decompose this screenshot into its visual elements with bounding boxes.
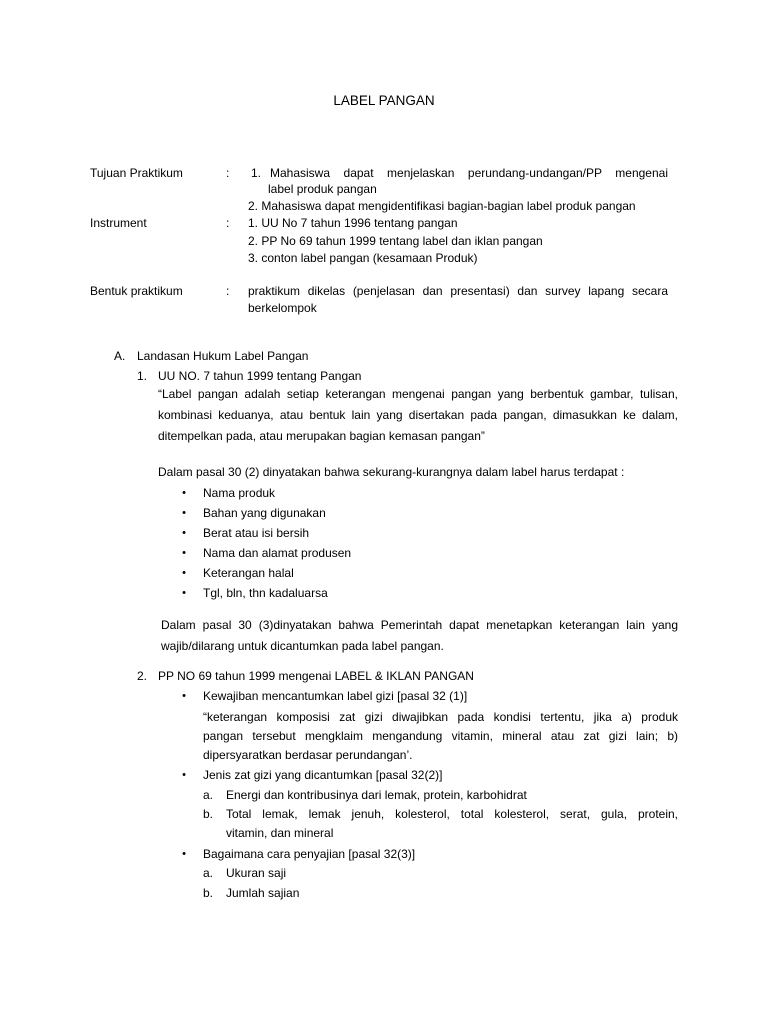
pasal-30-3-line2: wajib/dilarang untuk dicantumkan pada label pangan. bbox=[161, 639, 444, 653]
list-item: Nama produk bbox=[203, 486, 276, 500]
jenis-b-line2: vitamin, dan mineral bbox=[226, 826, 334, 840]
tujuan-1-line1: Mahasiswa dapat menjelaskan perundang-undangan/PP mengenai bbox=[270, 166, 668, 180]
cara-penyajian: Bagaimana cara penyajian [pasal 32(3)] bbox=[203, 847, 416, 861]
pasal-30-2-text: Dalam pasal 30 (2) dinyatakan bahwa sekurang-kurangnya dalam label harus terdapat : bbox=[158, 465, 625, 479]
section-a-marker: A. bbox=[114, 349, 126, 363]
item-1-heading: UU NO. 7 tahun 1999 tentang Pangan bbox=[158, 369, 362, 383]
bullet-marker: • bbox=[182, 690, 186, 702]
list-item: Tgl, bln, thn kadaluarsa bbox=[203, 586, 328, 600]
jenis-b-line1: Total lemak, lemak jenuh, kolesterol, total kolesterol, serat, gula, protein, bbox=[226, 807, 678, 821]
jenis-a-text: Energi dan kontribusinya dari lemak, protein, karbohidrat bbox=[226, 788, 527, 802]
saji-b-text: Jumlah sajian bbox=[226, 886, 300, 900]
instrument-colon: : bbox=[226, 216, 230, 230]
item-2-heading: PP NO 69 tahun 1999 mengenai LABEL & IKLAN PANGAN bbox=[158, 669, 474, 683]
bentuk-label: Bentuk praktikum bbox=[90, 284, 183, 298]
bullet-marker: • bbox=[182, 587, 186, 599]
tujuan-colon: : bbox=[226, 166, 230, 180]
bullet-marker: • bbox=[182, 487, 186, 499]
list-item: Berat atau isi bersih bbox=[203, 526, 310, 540]
saji-a-text: Ukuran saji bbox=[226, 866, 287, 880]
pasal-30-3-line1: Dalam pasal 30 (3)dinyatakan bahwa Pemerintah dapat menetapkan keterangan lain yang bbox=[161, 618, 678, 632]
list-item: Bahan yang digunakan bbox=[203, 506, 326, 520]
bentuk-line2: berkelompok bbox=[248, 301, 317, 315]
kewajiban-quote-line3: dipersyaratkan berdasar perundangan’. bbox=[203, 748, 413, 762]
saji-b-marker: b. bbox=[203, 886, 214, 900]
tujuan-label: Tujuan Praktikum bbox=[90, 166, 183, 180]
section-a-heading: Landasan Hukum Label Pangan bbox=[137, 349, 309, 363]
bullet-marker: • bbox=[182, 769, 186, 781]
tujuan-2: 2. Mahasiswa dapat mengidentifikasi bagian-bagian label produk pangan bbox=[248, 199, 636, 213]
instrument-label: Instrument bbox=[90, 216, 147, 230]
item-1-number: 1. bbox=[137, 369, 148, 383]
kewajiban-quote-line2: pangan tersebut mengklaim mengandung vitamin, mineral atau zat gizi lain; b) bbox=[203, 729, 678, 743]
bullet-marker: • bbox=[182, 527, 186, 539]
jenis-zat-gizi: Jenis zat gizi yang dicantumkan [pasal 32(2)] bbox=[203, 768, 443, 782]
kewajiban-label-gizi: Kewajiban mencantumkan label gizi [pasal 32 (1)] bbox=[203, 689, 468, 703]
saji-a-marker: a. bbox=[203, 866, 214, 880]
bentuk-line1: praktikum dikelas (penjelasan dan presentasi) dan survey lapang secara bbox=[248, 284, 668, 298]
quote-line3: ditempelkan pada, atau merupakan bagian kemasan pangan” bbox=[158, 429, 485, 443]
page-title: LABEL PANGAN bbox=[333, 93, 435, 108]
bullet-marker: • bbox=[182, 848, 186, 860]
bullet-marker: • bbox=[182, 567, 186, 579]
tujuan-1-line2: label produk pangan bbox=[268, 182, 377, 196]
item-2-number: 2. bbox=[137, 669, 148, 683]
bullet-marker: • bbox=[182, 547, 186, 559]
jenis-a-marker: a. bbox=[203, 788, 214, 802]
bentuk-colon: : bbox=[226, 284, 230, 298]
quote-line2: kombinasi keduanya, atau bentuk lain yang disertakan pada pangan, dimasukkan ke dalam, bbox=[158, 408, 678, 422]
instrument-2: 2. PP No 69 tahun 1999 tentang label dan iklan pangan bbox=[248, 234, 543, 248]
quote-line1: “Label pangan adalah setiap keterangan mengenai pangan yang berbentuk gambar, tulisan, bbox=[158, 387, 678, 401]
instrument-1: 1. UU No 7 tahun 1996 tentang pangan bbox=[248, 216, 458, 230]
tujuan-1-number: 1. bbox=[251, 166, 262, 180]
jenis-b-marker: b. bbox=[203, 807, 214, 821]
bullet-marker: • bbox=[182, 507, 186, 519]
kewajiban-quote-line1: “keterangan komposisi zat gizi diwajibkan pada kondisi tertentu, jika a) produk bbox=[203, 710, 678, 724]
instrument-3: 3. conton label pangan (kesamaan Produk) bbox=[248, 251, 478, 265]
list-item: Keterangan halal bbox=[203, 566, 294, 580]
list-item: Nama dan alamat produsen bbox=[203, 546, 352, 560]
